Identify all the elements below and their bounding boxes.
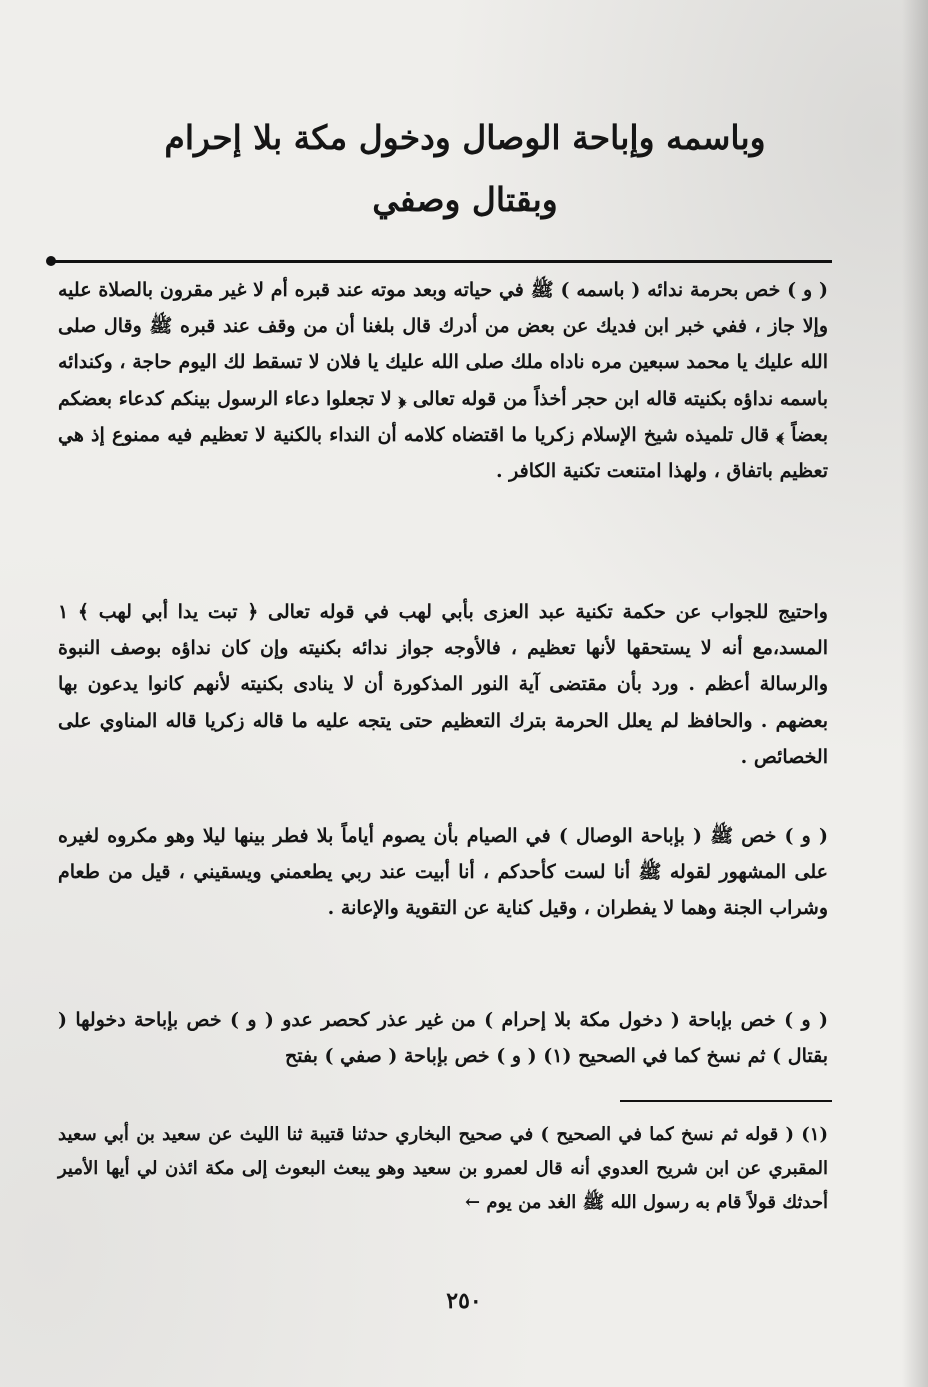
page-number: ٢٥٠	[446, 1288, 482, 1314]
paragraph-entering-mecca: ( و ) خص بإباحة ( دخول مكة بلا إحرام ) من غير عذر كحصر عدو ( و ) خص بإباحة دخولها ( بقتال ) ثم نسخ كما في الصحيح (١) ( و ) خص بإباحة ( صفي ) بفتح	[58, 1009, 828, 1068]
footnote-divider	[620, 1100, 832, 1102]
section-heading-line-1: وباسمه وإباحة الوصال ودخول مكة بلا إحرام	[164, 118, 766, 157]
paragraph-abu-lahab: واحتيج للجواب عن حكمة تكنية عبد العزى بأبي لهب في قوله تعالى ﴿ تبت يدا أبي لهب ﴾ ١ المسد،مع أنه لا يستحقها لأنها تعظيم ، فالأوجه جواز ندائه بكنيته وإن كان نداؤه بوصف النبوة والرسالة أعظم . ورد بأن مقتضى آية النور المذكورة أن لا ينادى بكنيته لأنهم كانوا يدعون بها بعضهم . والحافظ لم يعلل الحرمة بترك التعظيم حتى يتجه عليه ما قاله زكريا قاله المناوي على الخصائص .	[58, 601, 828, 768]
section-heading-line-2: وبقتال وصفي	[372, 180, 558, 219]
paragraph-name-and-kunya: ( و ) خص بحرمة ندائه ( باسمه ) ﷺ في حياته وبعد موته عند قبره أم لا غير مقرون بالصلاة عليه وإلا جاز ، ففي خبر ابن فديك عن بعض من أدرك قال بلغنا أن من وقف عند قبره ﷺ وقال صلى الله عليك يا محمد سبعين مره ناداه ملك صلى الله عليك يا فلان لا تسقط لك اليوم حاجة ، وكندائه باسمه نداؤه بكنيته قاله ابن حجر أخذاً من قوله تعالى ﴿ لا تجعلوا دعاء الرسول بينكم كدعاء بعضكم بعضاً ﴾ قال تلميذه شيخ الإسلام زكريا ما اقتضاه كلامه أن النداء بالكنية لا تعظيم فيه ممنوع إذ هي تعظيم باتفاق ، ولهذا امتنعت تكنية الكافر .	[58, 279, 828, 483]
page-edge-shadow	[902, 0, 928, 1387]
heading-divider	[52, 260, 832, 263]
paragraph-wisal: ( و ) خص ﷺ ( بإباحة الوصال ) في الصيام بأن يصوم أياماً بلا فطر بينها ليلا وهو مكروه لغيره على المشهور لقوله ﷺ أنا لست كأحدكم ، أنا أبيت عند ربي يطعمني ويسقيني ، قيل من طعام وشراب الجنة وهما لا يفطران ، وقيل كناية عن التقوية والإعانة .	[58, 825, 828, 920]
footnote: (١) ( قوله ثم نسخ كما في الصحيح ) في صحيح البخاري حدثنا قتيبة ثنا الليث عن سعيد بن أبي سعيد المقبري عن ابن شريح العدوي أنه قال لعمرو بن سعيد وهو يبعث البعوث إلى مكة ائذن لي أيها الأمير أحدثك قولاً قام به رسول الله ﷺ الغد من يوم ←	[58, 1124, 828, 1213]
